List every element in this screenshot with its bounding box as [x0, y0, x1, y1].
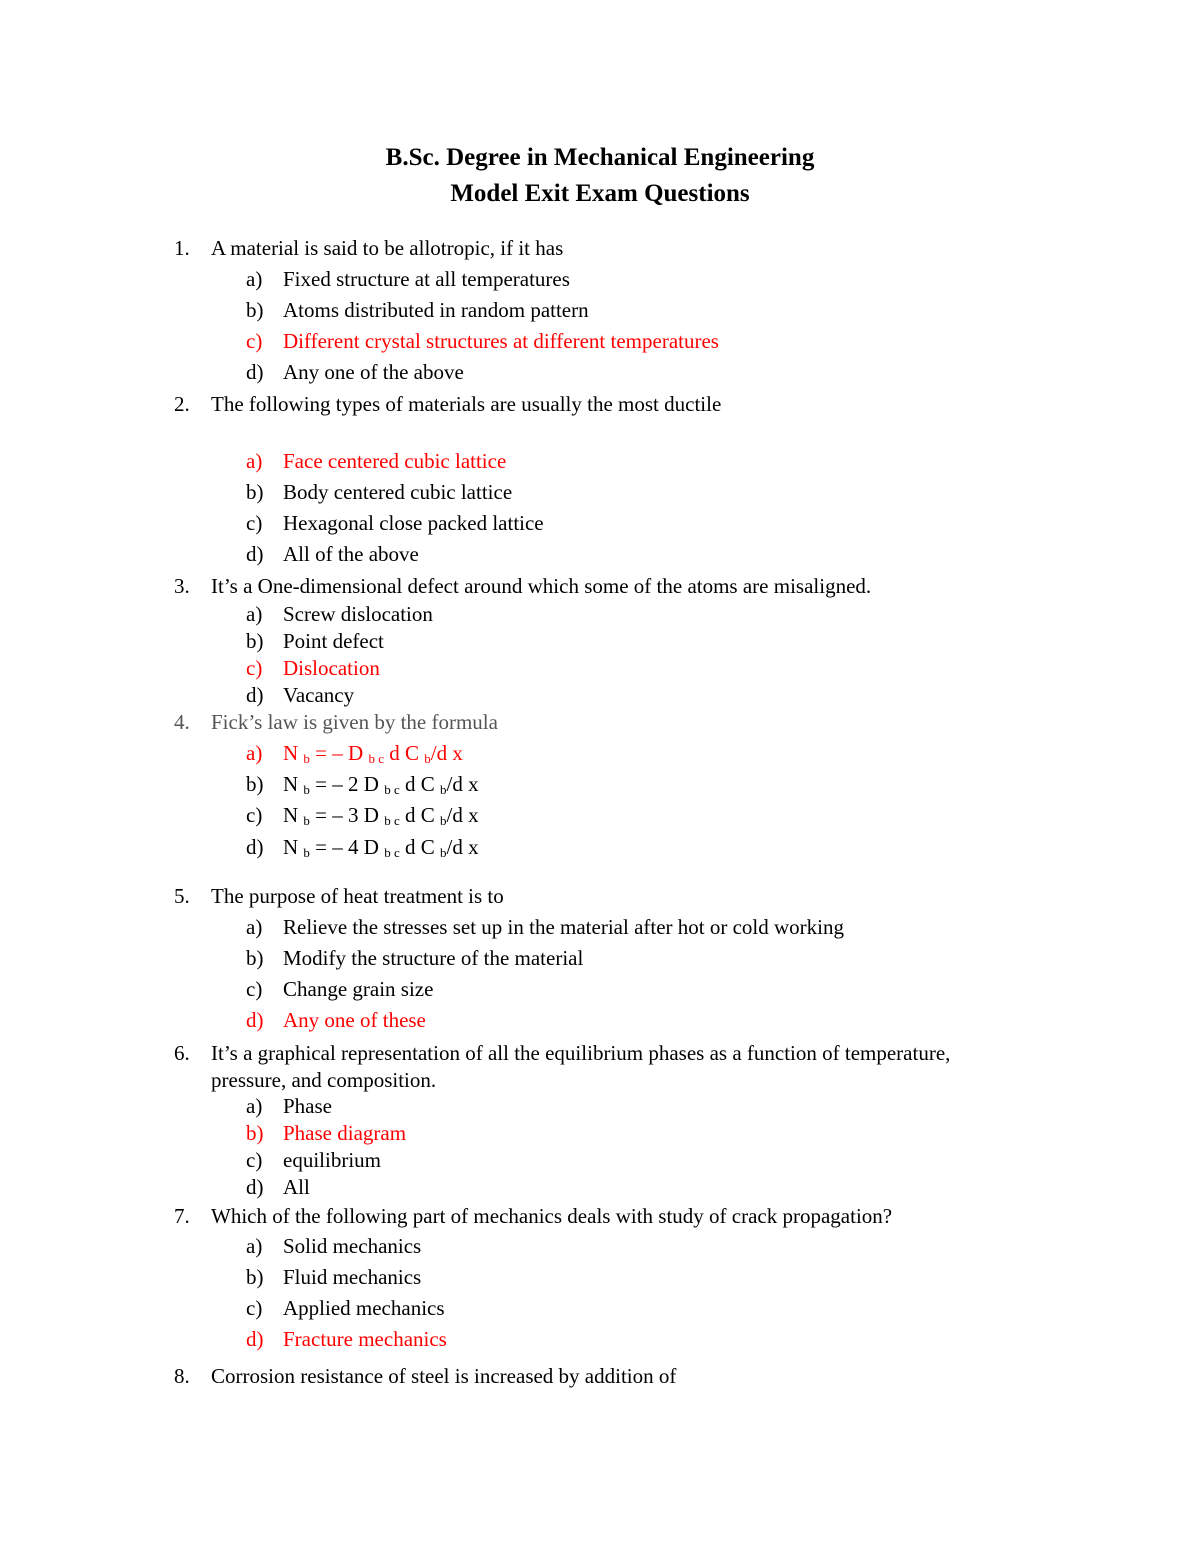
- document-subtitle: Model Exit Exam Questions: [450, 180, 750, 207]
- option-letter: d): [246, 683, 264, 707]
- option-text: Vacancy: [283, 683, 355, 707]
- option-text: Fixed structure at all temperatures: [283, 267, 570, 291]
- question-number: 1.: [174, 236, 190, 260]
- option-letter: d): [246, 542, 264, 566]
- option-letter: b): [246, 1121, 264, 1145]
- question-number: 5.: [174, 884, 190, 908]
- option-text: All of the above: [283, 542, 419, 566]
- option-letter: a): [246, 1094, 263, 1118]
- option-text: Screw dislocation: [283, 602, 433, 626]
- option-text: equilibrium: [283, 1148, 381, 1172]
- option-letter: c): [246, 1148, 263, 1172]
- option-text: Applied mechanics: [283, 1296, 445, 1320]
- option-text: Phase: [283, 1094, 332, 1118]
- question-number: 7.: [174, 1204, 190, 1228]
- option-letter: b): [246, 298, 264, 322]
- option-letter: b): [246, 1265, 264, 1289]
- option-letter: d): [246, 360, 264, 384]
- option-letter: a): [246, 915, 263, 939]
- question-text: Corrosion resistance of steel is increased by addition of: [211, 1364, 677, 1388]
- option-text: Phase diagram: [283, 1121, 407, 1145]
- option-letter: c): [246, 803, 263, 827]
- option-letter: a): [246, 267, 263, 291]
- option-text: Fluid mechanics: [283, 1265, 422, 1289]
- option-text: Face centered cubic lattice: [283, 449, 507, 473]
- option-letter: a): [246, 602, 263, 626]
- option-letter: c): [246, 329, 263, 353]
- formula: N $_b$ = – 2 D $_{b c}$ d C $_b$/d x: [283, 772, 479, 797]
- option-text: Modify the structure of the material: [283, 946, 584, 970]
- option-text: Dislocation: [283, 656, 380, 680]
- question-text: It’s a graphical representation of all the equilibrium phases as a function of temperature,: [211, 1041, 951, 1065]
- option-text: Atoms distributed in random pattern: [283, 298, 589, 322]
- question-number: 8.: [174, 1364, 190, 1388]
- option-text: Change grain size: [283, 977, 434, 1001]
- question-number: 2.: [174, 392, 190, 416]
- option-letter: c): [246, 977, 263, 1001]
- option-text: Fracture mechanics: [283, 1327, 447, 1351]
- option-letter: c): [246, 511, 263, 535]
- option-text: Different crystal structures at different temperatures: [283, 329, 719, 353]
- question-text: A material is said to be allotropic, if it has: [211, 236, 564, 260]
- question-text: Which of the following part of mechanics deals with study of crack propagation?: [211, 1204, 893, 1228]
- option-letter: d): [246, 1175, 264, 1199]
- formula: N $_b$ = – 4 D $_{b c}$ d C $_b$/d x: [283, 835, 479, 860]
- option-letter: d): [246, 1327, 264, 1351]
- option-letter: c): [246, 656, 263, 680]
- option-text: Point defect: [283, 629, 384, 653]
- option-text: Any one of these: [283, 1008, 426, 1032]
- question-text: The following types of materials are usually the most ductile: [211, 392, 722, 416]
- option-text: Relieve the stresses set up in the material after hot or cold working: [283, 915, 845, 939]
- document-title: B.Sc. Degree in Mechanical Engineering: [385, 144, 815, 171]
- option-letter: a): [246, 741, 263, 765]
- question-number: 4.: [174, 710, 190, 734]
- question-text: pressure, and composition.: [211, 1068, 437, 1092]
- option-letter: b): [246, 629, 264, 653]
- option-letter: a): [246, 1234, 263, 1258]
- option-text: Hexagonal close packed lattice: [283, 511, 544, 535]
- option-text: Any one of the above: [283, 360, 464, 384]
- question-number: 6.: [174, 1041, 190, 1065]
- question-number: 3.: [174, 574, 190, 598]
- option-letter: d): [246, 1008, 264, 1032]
- option-text: Solid mechanics: [283, 1234, 422, 1258]
- formula: N $_b$ = – 3 D $_{b c}$ d C $_b$/d x: [283, 803, 479, 828]
- question-text: The purpose of heat treatment is to: [211, 884, 504, 908]
- option-letter: c): [246, 1296, 263, 1320]
- option-text: Body centered cubic lattice: [283, 480, 513, 504]
- question-text: It’s a One-dimensional defect around which some of the atoms are misaligned.: [211, 574, 872, 598]
- question-text: Fick’s law is given by the formula: [211, 710, 498, 734]
- option-letter: b): [246, 480, 264, 504]
- option-letter: b): [246, 772, 264, 796]
- option-letter: a): [246, 449, 263, 473]
- option-letter: b): [246, 946, 264, 970]
- option-letter: d): [246, 835, 264, 859]
- formula: N $_b$ = – D $_{b c}$ d C $_b$/d x: [283, 741, 463, 766]
- option-text: All: [283, 1175, 310, 1199]
